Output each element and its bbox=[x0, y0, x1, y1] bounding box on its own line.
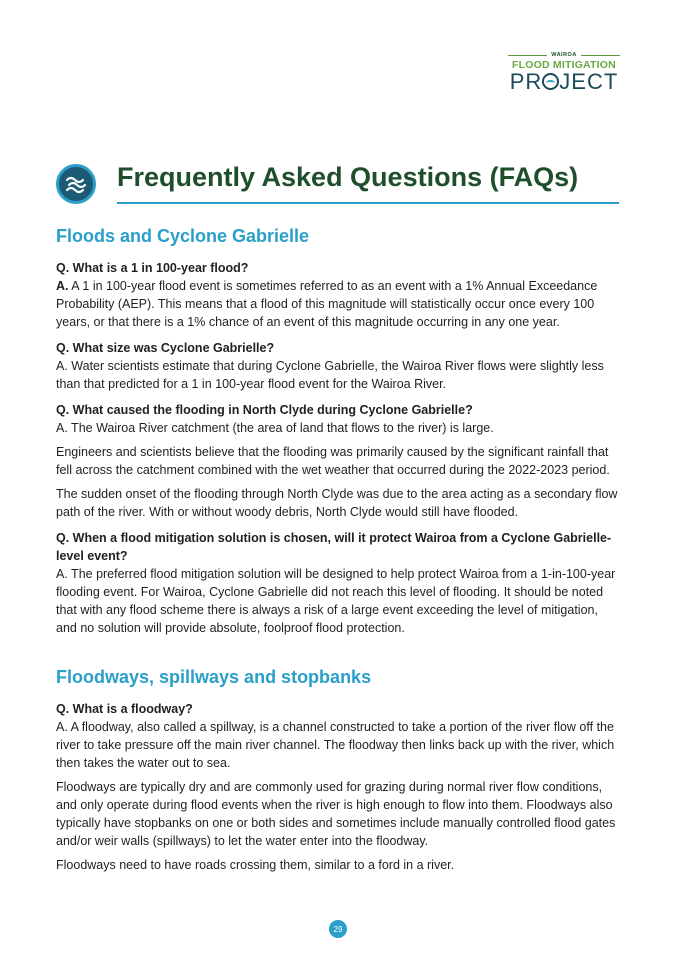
answer-lead: A. bbox=[56, 279, 69, 293]
faq-content bbox=[56, 226, 621, 874]
answer-text: A 1 in 100-year flood event is sometimes referred to as an event with a 1% Annual Exceedance Probability (AEP). This means that a flood of this magnitude will statistically occur once every 100 years, or that there is a 1% chance of an event of this magnitude occurring in any one year. bbox=[56, 279, 598, 329]
faq-question: Q. What size was Cyclone Gabrielle? bbox=[56, 341, 275, 355]
logo-bottom-pre: PR bbox=[509, 69, 543, 94]
faq-question: Q. What is a floodway? bbox=[56, 702, 193, 716]
faq-answer: A. A floodway, also called a spillway, is a channel constructed to take a portion of the river flow off the river to take pressure off the main river channel. The floodway then links back up with the river, which then takes the water out to sea. bbox=[56, 720, 615, 770]
page-number-badge bbox=[329, 920, 347, 938]
page-header bbox=[56, 160, 619, 204]
logo-top-row bbox=[508, 52, 620, 58]
logo-bottom-text bbox=[508, 71, 620, 93]
logo-middle-text: FLOOD MITIGATION bbox=[512, 59, 616, 71]
page-title: Frequently Asked Questions (FAQs) bbox=[117, 162, 579, 192]
faq-question: Q. What caused the flooding in North Clyde during Cyclone Gabrielle? bbox=[56, 403, 473, 417]
faq-question: Q. What is a 1 in 100-year flood? bbox=[56, 261, 249, 275]
faq-answer bbox=[56, 277, 621, 331]
faq-answer: A. Water scientists estimate that during Cyclone Gabrielle, the Wairoa River flows were slightly less than that predicted for a 1 in 100-year flood event for the Wairoa River. bbox=[56, 359, 604, 391]
page-number: 29 bbox=[333, 924, 343, 934]
logo-top-text: WAIROA bbox=[551, 52, 577, 58]
title-divider bbox=[117, 202, 619, 204]
waves-icon bbox=[56, 164, 96, 204]
logo-rule-right bbox=[581, 55, 620, 56]
faq-paragraph: The sudden onset of the flooding through North Clyde was due to the area acting as a secondary flow path of the river. With or without woody debris, North Clyde would still have flooded. bbox=[56, 487, 618, 519]
faq-paragraph: Engineers and scientists believe that the flooding was primarily caused by the significant rainfall that fell across the catchment combined with the wet weather that occurred during the 2022-2023 period. bbox=[56, 445, 610, 477]
faq-paragraph: Floodways are typically dry and are commonly used for grazing during normal river flow conditions, and only operate during flood events when the river is high enough to flow into them. Floodways also typically have stopbanks on one or both sides and sometimes include manually controlled flood gates and/or weir walls (spillways) to let the water enter into the floodway. bbox=[56, 780, 616, 848]
faq-answer: A. The Wairoa River catchment (the area of land that flows to the river) is large. bbox=[56, 421, 494, 435]
faq-question: Q. When a flood mitigation solution is chosen, will it protect Wairoa from a Cyclone Gabrielle-level event? bbox=[56, 531, 612, 563]
logo-rule-left bbox=[508, 55, 547, 56]
faq-paragraph: Floodways need to have roads crossing them, similar to a ford in a river. bbox=[56, 858, 455, 872]
section-heading-floods: Floods and Cyclone Gabrielle bbox=[56, 226, 310, 246]
project-logo bbox=[508, 52, 620, 93]
section-heading-floodways: Floodways, spillways and stopbanks bbox=[56, 667, 372, 687]
faq-answer: A. The preferred flood mitigation solution will be designed to help protect Wairoa from a 1-in-100-year flooding event. For Wairoa, Cyclone Gabrielle did not reach this level of flooding. It should be noted that with any flood scheme there is always a risk of a large event exceeding the level of mitigation, and no solution will provide absolute, foolproof flood protection. bbox=[56, 567, 616, 635]
logo-o-icon bbox=[542, 73, 559, 90]
logo-bottom-post: JECT bbox=[559, 69, 619, 94]
